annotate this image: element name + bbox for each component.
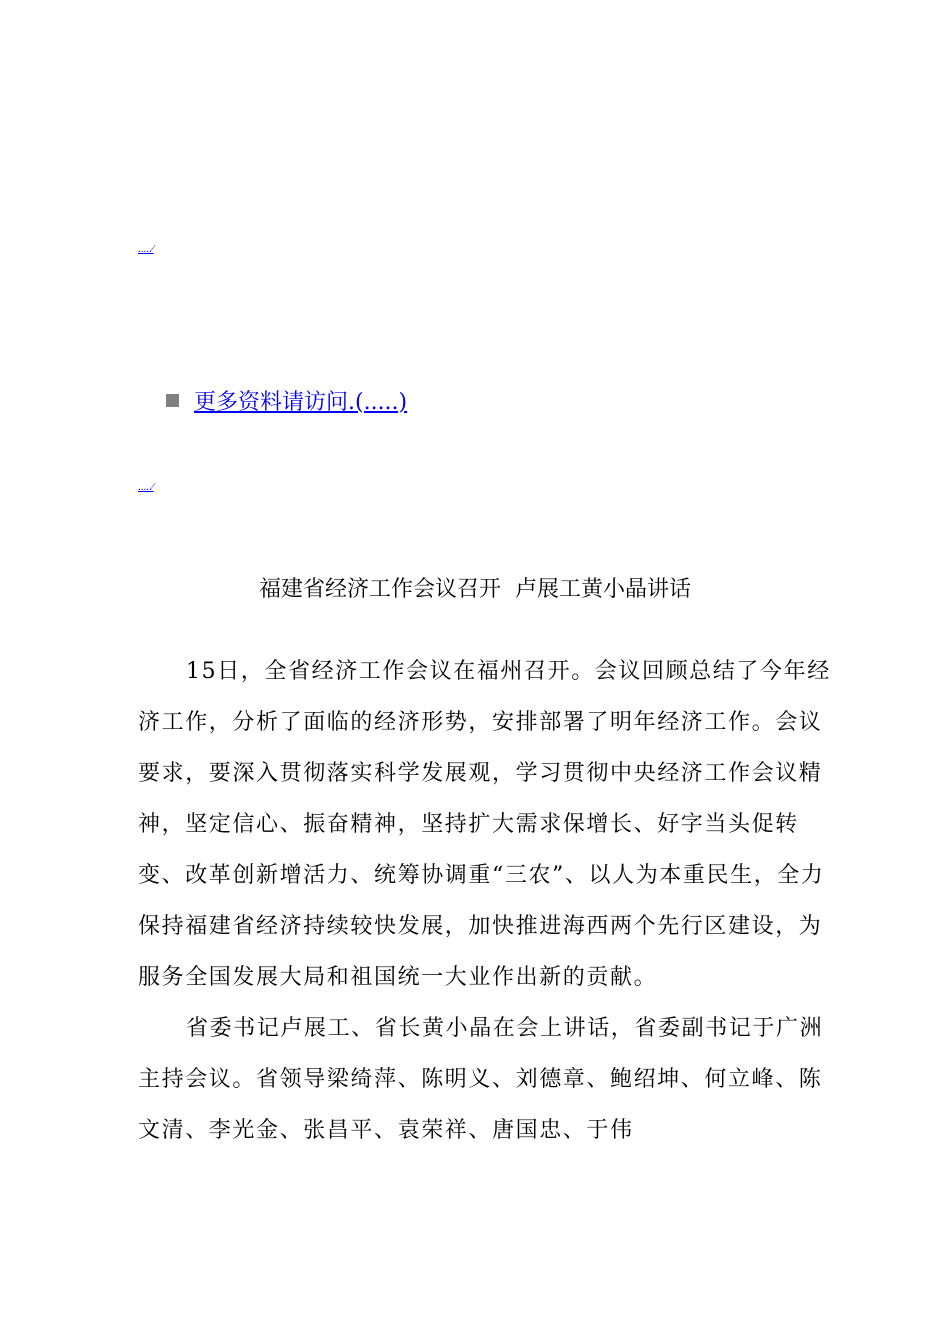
article-paragraph: 省委书记卢展工、省长黄小晶在会上讲话，省委副书记于广洲主持会议。省领导梁绮萍、陈明义、刘德章、鲍绍坤、何立峰、陈文清、李光金、张昌平、袁荣祥、唐国忠、于伟 (138, 1016, 824, 1143)
article-body (138, 646, 834, 1156)
square-bullet-icon (166, 394, 179, 407)
article-paragraph: 15日，全省经济工作会议在福州召开。会议回顾总结了今年经济工作，分析了面临的经济形势，安排部署了明年经济工作。会议要求，要深入贯彻落实科学发展观，学习贯彻中央经济工作会议精神，坚定信心、振奋精神，坚持扩大需求保增长、好字当头促转变、改革创新增活力、统筹协调重“三农”、以人为本重民生，全力保持福建省经济持续较快发展，加快推进海西两个先行区建设，为服务全国发展大局和祖国统一大业作出新的贡献。 (138, 659, 831, 990)
bottom-link[interactable]: .....⁄ (138, 481, 154, 493)
more-resources-row (166, 385, 407, 416)
top-link[interactable]: .....⁄ (138, 243, 154, 255)
more-resources-link[interactable]: 更多资料请访问.(.....) (194, 390, 408, 415)
article-title: 福建省经济工作会议召开 卢展工黄小晶讲话 (259, 577, 691, 602)
